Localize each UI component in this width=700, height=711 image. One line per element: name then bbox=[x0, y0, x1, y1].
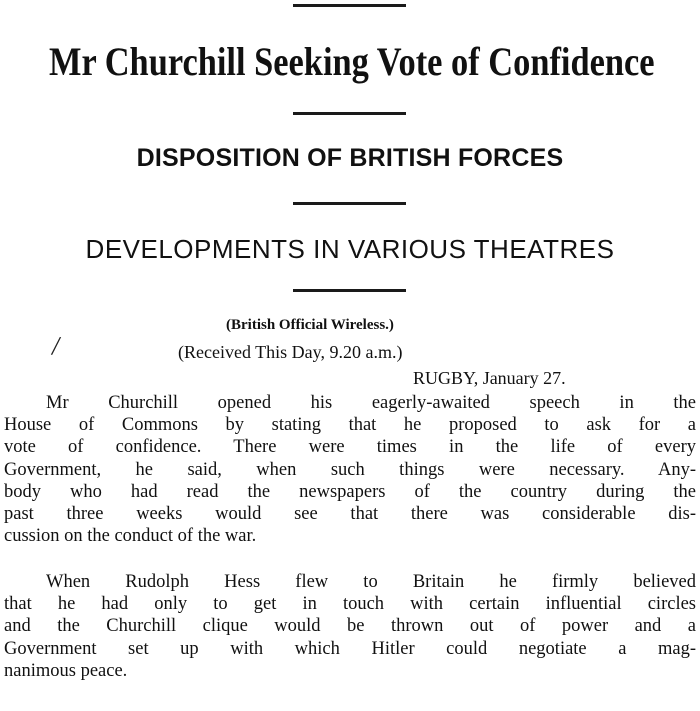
subheadline-divider-rule bbox=[293, 202, 406, 205]
dateline-place-date: RUGBY, January 27. bbox=[413, 368, 566, 388]
main-headline: Mr Churchill Seeking Vote of Confidence bbox=[49, 39, 655, 84]
paragraph-line: House of Commons by stating that he proposed to ask for a bbox=[4, 415, 696, 436]
paragraph-line: When Rudolph Hess flew to Britain he firmly believed bbox=[46, 572, 696, 592]
paragraph-line: and the Churchill clique would be thrown out of power and a bbox=[4, 616, 696, 637]
body-paragraph-2 bbox=[4, 571, 696, 682]
top-divider-rule bbox=[293, 4, 406, 7]
body-divider-rule bbox=[293, 289, 406, 292]
paragraph-line: Mr Churchill opened his eagerly-awaited speech in the bbox=[46, 393, 696, 413]
margin-pencil-mark: / bbox=[49, 330, 62, 363]
paragraph-line: Government set up with which Hitler could negotiate a mag- bbox=[4, 638, 696, 659]
paragraph-line: nanimous peace. bbox=[4, 660, 128, 681]
paragraph-line: vote of confidence. There were times in the life of every bbox=[4, 437, 696, 458]
source-credit: (British Official Wireless.) bbox=[226, 317, 394, 333]
received-time: (Received This Day, 9.20 a.m.) bbox=[178, 342, 403, 362]
paragraph-line: cussion on the conduct of the war. bbox=[4, 526, 257, 547]
paragraph-line: that he had only to get in touch with certain influential circles bbox=[4, 594, 696, 615]
paragraph-line: body who had read the newspapers of the country during the bbox=[4, 481, 696, 502]
paragraph-line: past three weeks would see that there was considerable dis- bbox=[4, 504, 696, 525]
headline-divider-rule bbox=[293, 112, 406, 115]
subheadline-developments: DEVELOPMENTS IN VARIOUS THEATRES bbox=[85, 234, 615, 264]
paragraph-line: Government, he said, when such things were necessary. Any- bbox=[4, 459, 696, 480]
subheadline-disposition: DISPOSITION OF BRITISH FORCES bbox=[136, 144, 564, 172]
body-paragraph-1 bbox=[4, 392, 696, 547]
